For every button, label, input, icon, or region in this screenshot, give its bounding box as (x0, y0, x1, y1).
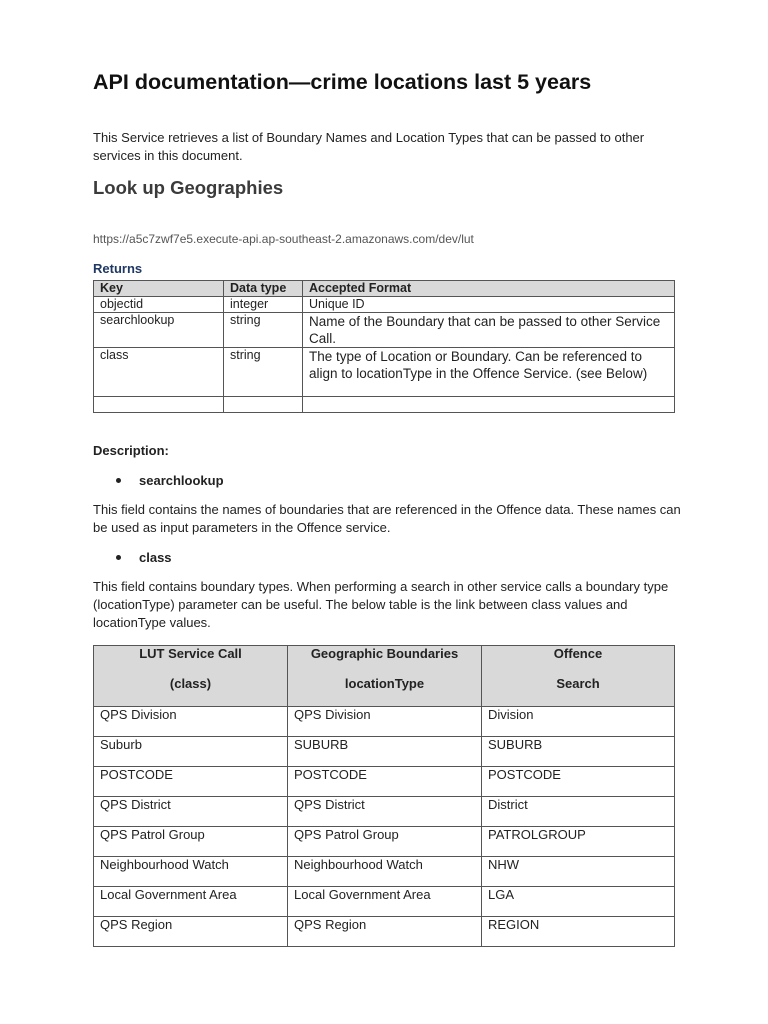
table-cell: QPS District (94, 797, 288, 827)
table-cell: Unique ID (303, 297, 675, 313)
table-cell: Neighbourhood Watch (94, 857, 288, 887)
table-row (94, 707, 675, 737)
table-cell (224, 397, 303, 413)
endpoint-url: https://a5c7zwf7e5.execute-api.ap-southeast-2.amazonaws.com/dev/lut (93, 232, 474, 246)
table-row (94, 767, 675, 797)
description-label: Description: (93, 443, 169, 458)
table-cell: string (224, 313, 303, 348)
header-line: Offence (553, 646, 603, 661)
table-cell: SUBURB (288, 737, 482, 767)
table-cell: LGA (482, 887, 675, 917)
mapping-table (93, 645, 675, 947)
table-cell: NHW (482, 857, 675, 887)
intro-paragraph: This Service retrieves a list of Boundary Names and Location Types that can be passed to other services in this document. (93, 130, 645, 163)
header-line: locationType (344, 676, 425, 691)
table-row (94, 887, 675, 917)
bullet-label: class (139, 550, 172, 565)
table-cell: POSTCODE (482, 767, 675, 797)
table-cell: Name of the Boundary that can be passed to other Service Call. (303, 313, 675, 348)
table-row (94, 297, 675, 313)
class-paragraph: This field contains boundary types. When performing a search in other service calls a boundary type (locationType) parameter can be useful. The below table is the link between class values and locationType values. (93, 579, 669, 630)
table-row (94, 313, 675, 348)
table-cell: integer (224, 297, 303, 313)
table-cell: QPS Patrol Group (288, 827, 482, 857)
returns-label: Returns (93, 261, 143, 276)
header-lut-service-call (94, 646, 288, 707)
table-cell: SUBURB (482, 737, 675, 767)
table-cell: searchlookup (94, 313, 224, 348)
table-cell: Division (482, 707, 675, 737)
bullet-label: searchlookup (139, 473, 224, 488)
table-cell: objectid (94, 297, 224, 313)
table-row (94, 737, 675, 767)
table-cell (303, 397, 675, 413)
table-row (94, 917, 675, 947)
table-cell: POSTCODE (94, 767, 288, 797)
table-cell (94, 397, 224, 413)
header-data-type: Data type (224, 281, 303, 297)
header-line: LUT Service Call (139, 646, 242, 661)
table-cell: QPS Patrol Group (94, 827, 288, 857)
page-title: API documentation—crime locations last 5 years (93, 70, 592, 94)
table-cell: string (224, 348, 303, 397)
table-cell: PATROLGROUP (482, 827, 675, 857)
table-row (94, 397, 675, 413)
header-line: Search (556, 676, 600, 691)
table-cell: Local Government Area (288, 887, 482, 917)
table-cell: QPS Region (288, 917, 482, 947)
bullet-dot-icon (116, 478, 121, 483)
table-row (94, 857, 675, 887)
bullet-dot-icon (116, 555, 121, 560)
returns-table (93, 280, 675, 413)
section-heading: Look up Geographies (93, 177, 284, 198)
table-cell: REGION (482, 917, 675, 947)
table-cell: District (482, 797, 675, 827)
table-cell: QPS Region (94, 917, 288, 947)
mapping-table-header (94, 646, 675, 707)
table-cell: QPS Division (94, 707, 288, 737)
table-cell: Local Government Area (94, 887, 288, 917)
table-cell: Suburb (94, 737, 288, 767)
bullet-searchlookup (116, 473, 224, 488)
table-row (94, 348, 675, 397)
bullet-class (116, 550, 172, 565)
table-row (94, 797, 675, 827)
header-line: Geographic Boundaries (310, 646, 459, 661)
returns-table-header (94, 281, 675, 297)
header-line: (class) (169, 676, 212, 691)
table-cell: QPS District (288, 797, 482, 827)
table-cell: QPS Division (288, 707, 482, 737)
header-key: Key (94, 281, 224, 297)
table-cell: POSTCODE (288, 767, 482, 797)
table-row (94, 827, 675, 857)
header-geographic-boundaries (288, 646, 482, 707)
searchlookup-paragraph: This field contains the names of boundaries that are referenced in the Offence data. These names can be used as input parameters in the Offence service. (93, 502, 681, 535)
table-cell: class (94, 348, 224, 397)
table-cell: The type of Location or Boundary. Can be referenced to align to locationType in the Offence Service. (see Below) (303, 348, 675, 397)
table-cell: Neighbourhood Watch (288, 857, 482, 887)
header-offence-search (482, 646, 675, 707)
header-accepted-format: Accepted Format (303, 281, 675, 297)
